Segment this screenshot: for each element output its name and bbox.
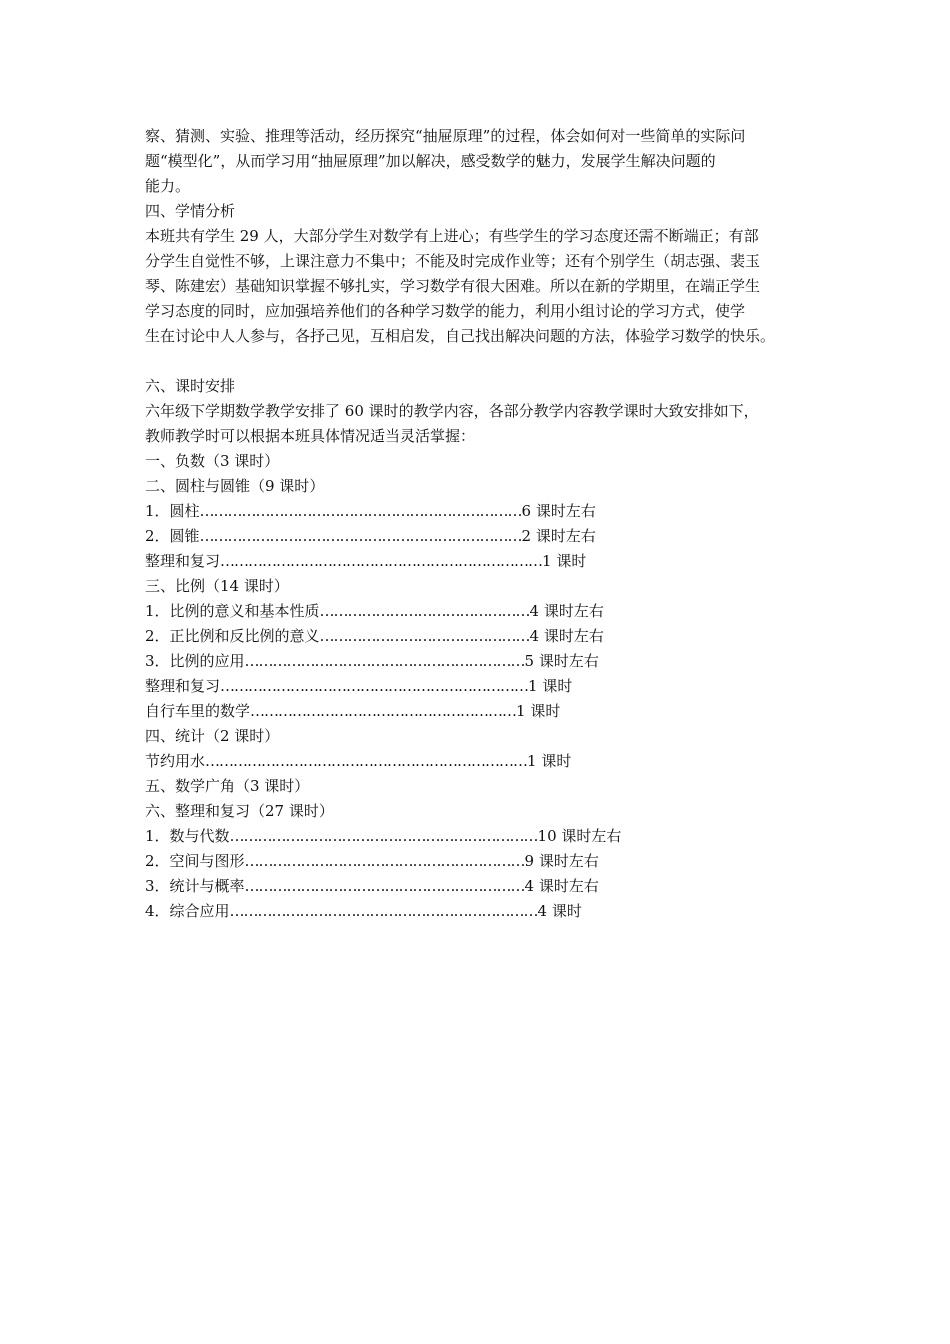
text-line: 生在讨论中人人参与，各抒己见，互相启发，自己找出解决问题的方法，体验学习数学的快乐。 (145, 327, 776, 345)
schedule-label: 三、比例（14 课时） (145, 577, 289, 595)
schedule-label: 1．数与代数 (145, 827, 230, 845)
schedule-label: 1．圆柱 (145, 502, 200, 520)
paragraph-spacer (145, 349, 825, 374)
schedule-row (145, 899, 825, 924)
schedule-hours: 4 课时左右 (529, 602, 604, 620)
schedule-hours: 1 课时 (542, 552, 587, 570)
text-line: 本班共有学生 29 人，大部分学生对数学有上进心；有些学生的学习态度还需不断端正；有部 (145, 227, 759, 245)
schedule-label: 3．统计与概率 (145, 877, 245, 895)
schedule-row (145, 824, 825, 849)
schedule-label: 二、圆柱与圆锥（9 课时） (145, 477, 325, 495)
schedule-hours: 4 课时 (537, 902, 582, 920)
leader-dots: ……………………………………… (319, 602, 530, 620)
schedule-hours: 4 课时左右 (529, 627, 604, 645)
schedule-row (145, 624, 825, 649)
schedule-label: 2．空间与图形 (145, 852, 245, 870)
section-schedule (145, 374, 825, 924)
schedule-label: 1．比例的意义和基本性质 (145, 602, 320, 620)
leader-dots: …………………………………………………… (244, 852, 525, 870)
schedule-row (145, 674, 825, 699)
leader-dots: …………………………………………………………… (205, 752, 528, 770)
leader-dots: …………………………………………………… (244, 877, 525, 895)
schedule-row (145, 599, 825, 624)
leader-dots: ………………………………………………………… (229, 902, 538, 920)
schedule-row (145, 799, 825, 824)
schedule-hours: 9 课时左右 (524, 852, 599, 870)
text-line: 六年级下学期数学教学安排了 60 课时的教学内容，各部分教学内容教学课时大致安排如下， (145, 402, 759, 420)
schedule-label: 整理和复习 (145, 677, 221, 695)
schedule-row (145, 549, 825, 574)
schedule-label: 五、数学广角（3 课时） (145, 777, 310, 795)
leader-dots: ………………………………………………… (250, 702, 517, 720)
leader-dots: …………………………………………………… (244, 652, 525, 670)
schedule-label: 2．圆锥 (145, 527, 200, 545)
schedule-row (145, 724, 825, 749)
schedule-label: 节约用水 (145, 752, 206, 770)
leader-dots: ………………………………………………………… (220, 677, 529, 695)
schedule-hours: 4 课时左右 (524, 877, 599, 895)
text-line: 题“模型化”，从而学习用“抽屉原理”加以解决，感受数学的魅力，发展学生解决问题的 (145, 152, 716, 170)
schedule-row (145, 574, 825, 599)
schedule-label: 4．综合应用 (145, 902, 230, 920)
schedule-list (145, 449, 825, 924)
schedule-row (145, 774, 825, 799)
text-line: 察、猜测、实验、推理等活动，经历探究“抽屉原理”的过程，体会如何对一些简单的实际问 (145, 127, 746, 145)
leader-dots: ………………………………………………………… (229, 827, 538, 845)
schedule-label: 自行车里的数学 (145, 702, 251, 720)
document-page (145, 124, 825, 924)
schedule-hours: 5 课时左右 (524, 652, 599, 670)
intro-paragraph (145, 124, 825, 199)
schedule-row (145, 474, 825, 499)
schedule-label: 六、整理和复习（27 课时） (145, 802, 334, 820)
schedule-label: 3．比例的应用 (145, 652, 245, 670)
leader-dots: …………………………………………………………… (199, 502, 522, 520)
schedule-hours: 2 课时左右 (521, 527, 596, 545)
schedule-label: 四、统计（2 课时） (145, 727, 280, 745)
schedule-hours: 1 课时 (516, 702, 561, 720)
schedule-row (145, 874, 825, 899)
text-line: 学习态度的同时，应加强培养他们的各种学习数学的能力，利用小组讨论的学习方式，使学 (145, 302, 746, 320)
schedule-row (145, 749, 825, 774)
schedule-row (145, 849, 825, 874)
schedule-hours: 1 课时 (528, 677, 573, 695)
schedule-hours: 10 课时左右 (537, 827, 622, 845)
section-heading: 四、学情分析 (145, 202, 236, 220)
schedule-hours: 6 课时左右 (521, 502, 596, 520)
schedule-row (145, 699, 825, 724)
text-line: 分学生自觉性不够，上课注意力不集中；不能及时完成作业等；还有个别学生（胡志强、裴玉 (145, 252, 761, 270)
schedule-row (145, 449, 825, 474)
leader-dots: …………………………………………………………… (220, 552, 543, 570)
text-line: 能力。 (145, 177, 191, 195)
schedule-row (145, 649, 825, 674)
section-heading: 六、课时安排 (145, 377, 236, 395)
text-line: 教师教学时可以根据本班具体情况适当灵活掌握： (145, 427, 476, 445)
text-line: 琴、陈建宏）基础知识掌握不够扎实，学习数学有很大困难。所以在新的学期里，在端正学生 (145, 277, 761, 295)
schedule-label: 2．正比例和反比例的意义 (145, 627, 320, 645)
schedule-label: 一、负数（3 课时） (145, 452, 280, 470)
schedule-label: 整理和复习 (145, 552, 221, 570)
leader-dots: …………………………………………………………… (199, 527, 522, 545)
leader-dots: ……………………………………… (319, 627, 530, 645)
schedule-row (145, 524, 825, 549)
schedule-row (145, 499, 825, 524)
schedule-hours: 1 课时 (527, 752, 572, 770)
section-student-analysis (145, 199, 825, 349)
